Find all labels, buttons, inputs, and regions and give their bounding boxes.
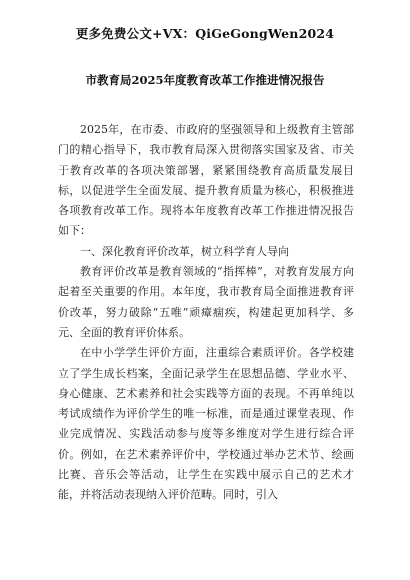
intro-paragraph: 2025年，在市委、市政府的坚强领导和上级教育主管部门的精心指导下，我市教育局深入贯彻落实国家及省、市关于教育改革的各项决策部署，紧紧围绕教育高质量发展目标，以促进学生全面发展、提升教育质量为核心，积极推进各项教育改革工作。现将本年度教育改革工作推进情况报告如下： bbox=[58, 123, 354, 238]
document-body bbox=[58, 120, 354, 506]
promo-header: 更多免费公文+VX：QiGeGongWen2024 bbox=[75, 26, 335, 41]
body-paragraph: 教育评价改革是教育领域的“指挥棒”，对教育发展方向起着至关重要的作用。本年度，我市教育局全面推进教育评价改革，努力破除“五唯”顽瘴痼疾，构建起更加科学、多元、全面的教育评价体系。 bbox=[58, 265, 354, 339]
document-title: 市教育局2025年度教育改革工作推进情况报告 bbox=[85, 73, 325, 87]
body-paragraph: 在中小学学生评价方面，注重综合素质评价。各学校建立了学生成长档案，全面记录学生在思想品德、学业水平、身心健康、艺术素养和社会实践等方面的表现。不再单纯以考试成绩作为评价学生的唯一标准，而是通过课堂表现、作业完成情况、实践活动参与度等多维度对学生进行综合评价。例如，在艺术素养评价中，学校通过举办艺术节、绘画比赛、音乐会等活动，让学生在实践中展示自己的艺术才能，并将活动表现纳入评价范畴。同时，引入 bbox=[58, 346, 354, 502]
section-heading: 一、深化教育评价改革，树立科学育人导向 bbox=[80, 244, 289, 258]
